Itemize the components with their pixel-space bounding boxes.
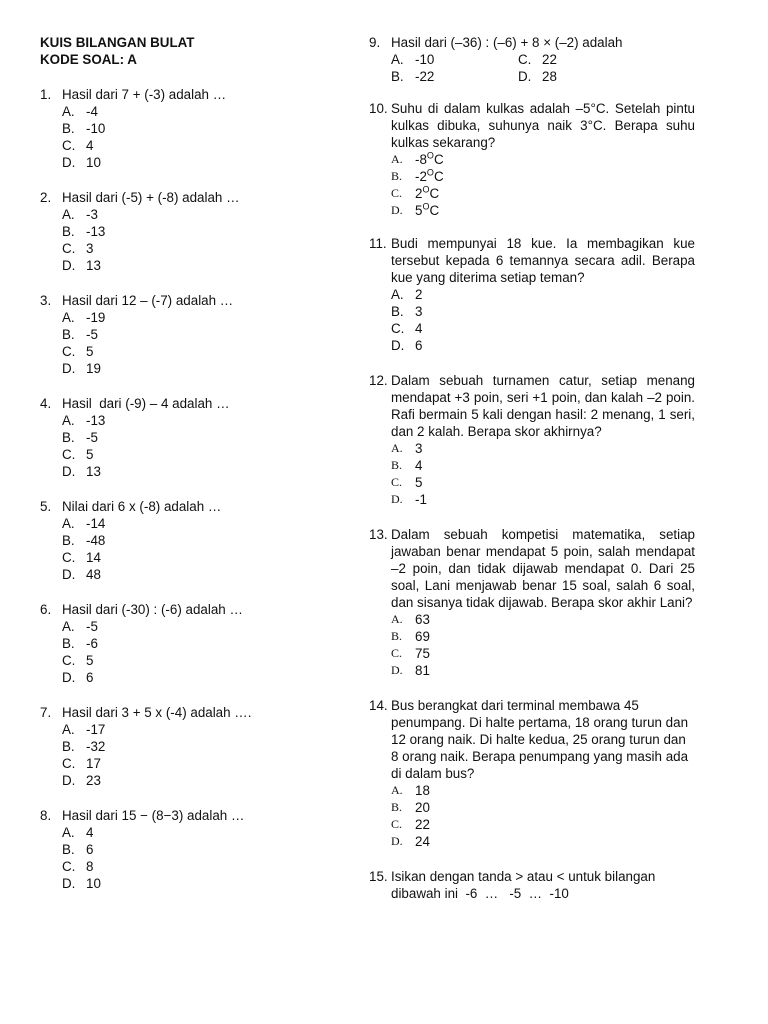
- question-text: Dalam sebuah turnamen catur, setiap menang mendapat +3 poin, seri +1 poin, dan kalah –2 poin. Rafi bermain 5 kali dengan hasil: 2 menang, 1 seri, dan 2 kalah. Berapa skor akhirnya?: [391, 373, 695, 439]
- option-d: D. 10: [62, 155, 101, 170]
- question-7: [40, 704, 340, 789]
- option-a: A. -4: [62, 104, 98, 119]
- option-d: D. -1: [391, 492, 427, 507]
- option-c: C. 8: [62, 859, 94, 874]
- question-14: [369, 697, 695, 850]
- option-c: C. 5: [62, 344, 94, 359]
- question-text: Budi mempunyai 18 kue. Ia membagikan kue tersebut kepada 6 temannya secara adil. Berapa kue yang diterima setiap teman?: [391, 236, 695, 285]
- question-text: Hasil dari (–36) : (–6) + 8 × (–2) adalah: [391, 35, 623, 50]
- option-d: D. 6: [391, 338, 423, 353]
- option-d: D. 13: [62, 258, 101, 273]
- option-b: B. -5: [62, 327, 98, 342]
- option-b: B. 6: [62, 842, 94, 857]
- option-b: B. -10: [62, 121, 106, 136]
- option-d: D. 81: [391, 663, 430, 678]
- option-c: C. 22: [518, 52, 557, 67]
- question-text: Hasil dari (-9) – 4 adalah …: [62, 396, 230, 411]
- question-number: 10.: [369, 101, 388, 116]
- option-b: B. -5: [62, 430, 98, 445]
- option-b: B. -32: [62, 739, 106, 754]
- option-c: C. $2^OC$: [391, 184, 440, 201]
- question-9: [369, 34, 695, 85]
- option-b: B. 3: [391, 304, 423, 319]
- question-text: Hasil dari (-5) + (-8) adalah …: [62, 190, 240, 205]
- question-text: Suhu di dalam kulkas adalah –5°C. Setelah pintu kulkas dibuka, suhunya naik 3°C. Berapa suhu kulkas sekarang?: [391, 101, 695, 150]
- option-c: C. 5: [391, 475, 423, 490]
- question-13: [369, 526, 695, 679]
- option-a: A. $-8^OC$: [391, 150, 444, 167]
- question-15: [369, 868, 695, 902]
- question-text: Isikan dengan tanda > atau < untuk bilangan dibawah ini -6 … -5 … -10: [391, 869, 660, 901]
- quiz-title: KUIS BILANGAN BULAT: [40, 35, 195, 50]
- option-c: C. 5: [62, 653, 94, 668]
- left-column: [40, 34, 340, 892]
- question-text: Hasil dari (-30) : (-6) adalah …: [62, 602, 243, 617]
- option-b: B. -22: [391, 69, 435, 84]
- option-a: A. 18: [391, 783, 430, 798]
- question-text: Bus berangkat dari terminal membawa 45 penumpang. Di halte pertama, 18 orang turun dan 12 orang naik. Di halte kedua, 25 orang turun dan 8 orang naik. Berapa penumpang yang masih ada di dalam bus?: [391, 698, 689, 781]
- option-b: B. 20: [391, 800, 430, 815]
- option-a: A. -13: [62, 413, 106, 428]
- option-a: A. 3: [391, 441, 423, 456]
- option-d: D. 19: [62, 361, 101, 376]
- question-4: [40, 395, 340, 480]
- option-c: C. 4: [391, 321, 423, 336]
- question-number: 15.: [369, 869, 388, 884]
- question-number: 11.: [369, 236, 387, 251]
- question-11: [369, 235, 695, 354]
- option-b: B. -13: [62, 224, 106, 239]
- quiz-code: KODE SOAL: A: [40, 52, 137, 67]
- question-number: 5.: [40, 499, 52, 514]
- option-d: D. 6: [62, 670, 94, 685]
- option-d: D. 10: [62, 876, 101, 891]
- question-number: 13.: [369, 527, 388, 542]
- question-number: 7.: [40, 705, 52, 720]
- option-c: C. 5: [62, 447, 94, 462]
- option-a: A. 4: [62, 825, 94, 840]
- question-2: [40, 189, 340, 274]
- question-5: [40, 498, 340, 583]
- option-c: C. 75: [391, 646, 430, 661]
- question-text: Hasil dari 12 – (-7) adalah …: [62, 293, 234, 308]
- question-3: [40, 292, 340, 377]
- question-1: [40, 86, 340, 171]
- question-number: 14.: [369, 698, 388, 713]
- question-number: 8.: [40, 808, 52, 823]
- option-b: B. $-2^OC$: [391, 167, 444, 184]
- option-a: A. -3: [62, 207, 98, 222]
- question-12: [369, 372, 695, 508]
- option-a: A. 63: [391, 612, 430, 627]
- option-d: D. 48: [62, 567, 101, 582]
- option-b: B. 69: [391, 629, 430, 644]
- question-text: Hasil dari 15 − (8−3) adalah …: [62, 808, 245, 823]
- question-number: 6.: [40, 602, 52, 617]
- question-number: 12.: [369, 373, 388, 388]
- option-d: D. 28: [518, 69, 557, 84]
- option-a: A. -5: [62, 619, 98, 634]
- option-a: A. -19: [62, 310, 106, 325]
- option-c: C. 22: [391, 817, 430, 832]
- question-6: [40, 601, 340, 686]
- question-text: Nilai dari 6 x (-8) adalah …: [62, 499, 222, 514]
- option-b: B. 4: [391, 458, 423, 473]
- question-number: 4.: [40, 396, 52, 411]
- option-d: D. 23: [62, 773, 101, 788]
- option-a: A. -17: [62, 722, 106, 737]
- option-c: C. 3: [62, 241, 94, 256]
- option-c: C. 17: [62, 756, 101, 771]
- option-d: D. $5^OC$: [391, 201, 440, 218]
- option-d: D. 13: [62, 464, 101, 479]
- question-text: Dalam sebuah kompetisi matematika, setiap jawaban benar mendapat 5 poin, salah mendapat –2 poin, dan tidak dijawab mendapat 0. Dari 25 soal, Lani menjawab benar 15 soal, salah 6 soal, dan sisanya tidak dijawab. Berapa skor akhir Lani?: [391, 527, 695, 610]
- right-column: [369, 34, 695, 902]
- question-number: 9.: [369, 35, 381, 50]
- question-text: Hasil dari 3 + 5 x (-4) adalah ….: [62, 705, 252, 720]
- option-d: D. 24: [391, 834, 430, 849]
- question-8: [40, 807, 340, 892]
- option-b: B. -6: [62, 636, 98, 651]
- question-number: 1.: [40, 87, 52, 102]
- option-a: A. 2: [391, 287, 423, 302]
- question-text: Hasil dari 7 + (-3) adalah …: [62, 87, 227, 102]
- option-b: B. -48: [62, 533, 106, 548]
- question-number: 2.: [40, 190, 52, 205]
- option-c: C. 14: [62, 550, 101, 565]
- question-10: [369, 100, 695, 219]
- option-c: C. 4: [62, 138, 94, 153]
- question-number: 3.: [40, 293, 52, 308]
- option-a: A. -10: [391, 52, 435, 67]
- option-a: A. -14: [62, 516, 106, 531]
